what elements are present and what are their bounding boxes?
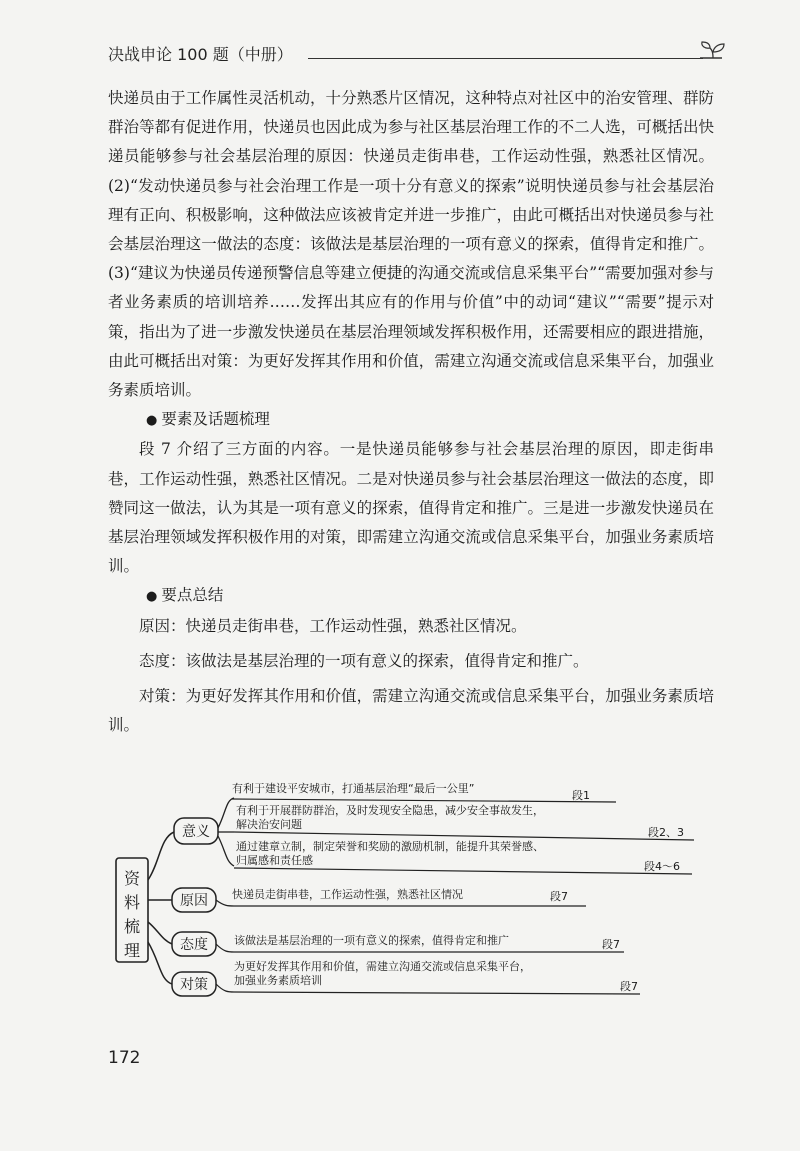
mindmap-item-text: 通过建章立制，制定荣誉和奖励的激励机制，能提升其荣誉感、 xyxy=(236,840,544,853)
mindmap-item-ref: 段1 xyxy=(572,789,590,802)
mindmap-item-text: 为更好发挥其作用和价值，需建立沟通交流或信息采集平台， xyxy=(234,960,531,973)
connector-line xyxy=(218,836,234,866)
analysis-paragraph: 快递员由于工作属性灵活机动，十分熟悉片区情况，这种特点对社区中的治安管理、群防群治等都有促进作用，快递员也因此成为参与社区基层治理工作的不二人选，可概括出快递员能够参与社会基层治理的原因：快递员走街串巷，工作运动性强，熟悉社区情况。(2)“发动快递员参与社会治理工作是一项十分有意义的探索”说明快递员参与社会基层治理有正向、积极影响，这种做法应该被肯定并进一步推广，由此可概括出对快递员参与社会基层治理这一做法的态度：该做法是基层治理的一项有意义的探索，值得肯定和推广。(3)“建议为快递员传递预警信息等建立便捷的沟通交流或信息采集平台”“需要加强对参与者业务素质的培训培养……发挥出其应有的作用与价值”中的动词“建议”“需要”提示对策，指出为了进一步激发快递员在基层治理领域发挥积极作用，还需要相应的跟进措施，由此可概括出对策：为更好发挥其作用和价值，需建立沟通交流或信息采集平台，加强业务素质培训。 xyxy=(108,89,714,400)
section-heading-text: 要素及话题梳理 xyxy=(161,410,270,429)
mindmap-root-char: 理 xyxy=(123,941,141,960)
connector-line xyxy=(218,798,234,828)
mindmap-item-text: 有利于开展群防群治，及时发现安全隐患，减少安全事故发生， xyxy=(236,804,544,817)
branch-label-reason: 原因 xyxy=(180,893,208,909)
header-rule xyxy=(308,58,703,59)
mindmap-item-ref: 段7 xyxy=(620,980,638,993)
mind-map xyxy=(108,772,708,1012)
mindmap-root-char: 资 xyxy=(123,869,141,888)
mindmap-item-text: 有利于建设平安城市，打通基层治理“最后一公里” xyxy=(232,782,475,795)
mindmap-item-ref: 段4～6 xyxy=(644,860,680,873)
section-heading-elements xyxy=(108,405,714,435)
page-number: 172 xyxy=(108,1048,141,1068)
section-heading-text: 要点总结 xyxy=(161,586,224,605)
branch-label-countermeasure: 对策 xyxy=(180,977,208,993)
bullet-icon: ● xyxy=(146,589,158,605)
underline xyxy=(234,868,692,874)
mindmap-item-text: 解决治安问题 xyxy=(236,818,302,831)
mindmap-root-char: 梳 xyxy=(123,917,141,936)
underline xyxy=(234,832,694,840)
mindmap-item-ref: 段7 xyxy=(602,938,620,951)
branch-label-attitude: 态度 xyxy=(180,937,208,953)
connector-line xyxy=(148,942,172,984)
mindmap-item-text: 快递员走街串巷，工作运动性强，熟悉社区情况 xyxy=(232,888,463,901)
section-heading-summary xyxy=(108,581,714,611)
mindmap-item-text: 加强业务素质培训 xyxy=(234,974,322,987)
connector-line xyxy=(148,832,174,880)
mindmap-item-text: 该做法是基层治理的一项有意义的探索，值得肯定和推广 xyxy=(234,934,509,947)
branch-label-meaning: 意义 xyxy=(182,824,210,840)
summary-attitude: 态度：该做法是基层治理的一项有意义的探索，值得肯定和推广。 xyxy=(139,651,589,670)
mindmap-item-text: 归属感和责任感 xyxy=(236,854,313,867)
running-header xyxy=(108,38,728,68)
connector-line xyxy=(148,922,172,944)
mindmap-item-ref: 段2、3 xyxy=(648,826,684,839)
summary-countermeasure: 对策：为更好发挥其作用和价值，需建立沟通交流或信息采集平台，加强业务素质培训。 xyxy=(108,687,714,735)
book-title: 决战申论 100 题（中册） xyxy=(108,42,299,65)
sprout-icon xyxy=(696,38,730,62)
underline xyxy=(232,799,616,802)
summary-reason: 原因：快递员走街串巷，工作运动性强，熟悉社区情况。 xyxy=(139,616,527,635)
mindmap-item-ref: 段7 xyxy=(550,890,568,903)
mindmap-root-char: 料 xyxy=(123,893,141,912)
elements-paragraph: 段 7 介绍了三方面的内容。一是快递员能够参与社会基层治理的原因，即走街串巷，工作运动性强，熟悉社区情况。二是对快递员参与社会基层治理这一做法的态度，即赞同这一做法，认为其是一项有意义的探索，值得肯定和推广。三是进一步激发快递员在基层治理领域发挥积极作用的对策，即需建立沟通交流或信息采集平台，加强业务素质培训。 xyxy=(108,440,714,576)
bullet-icon: ● xyxy=(146,413,158,429)
body-text xyxy=(108,84,714,740)
